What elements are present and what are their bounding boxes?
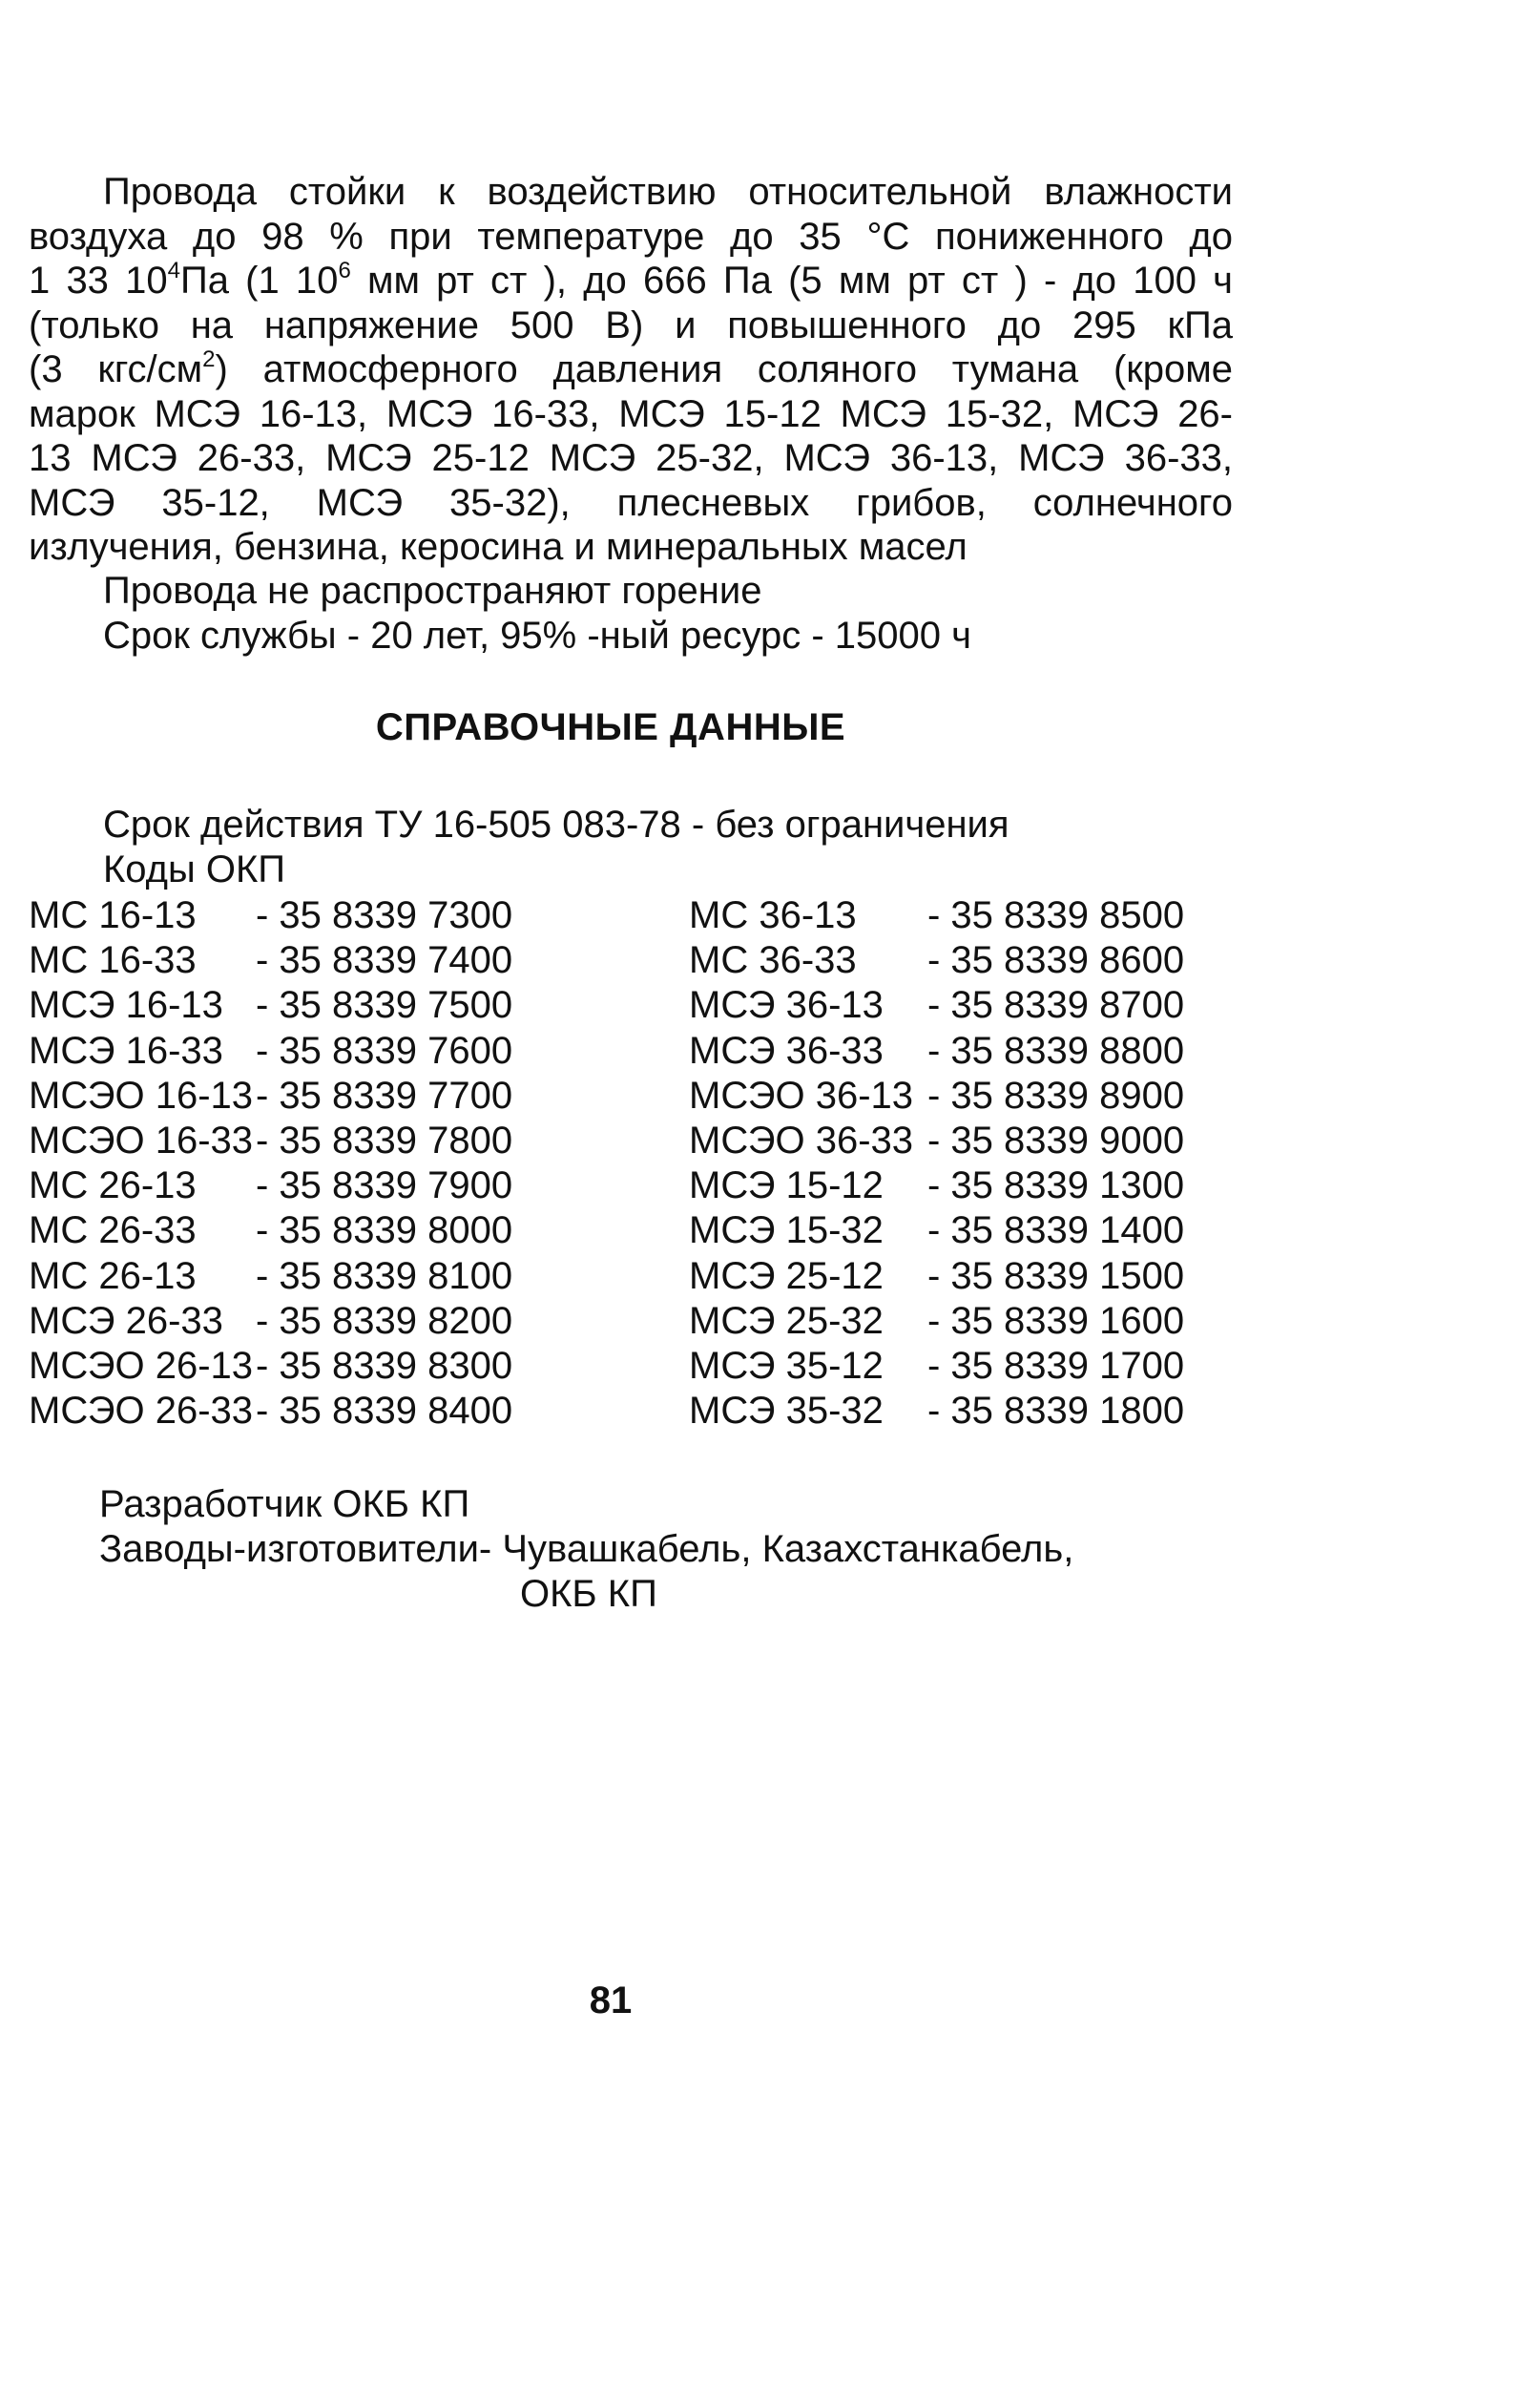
- code-row: [689, 1208, 1184, 1253]
- product-mark: МСЭО 26-33: [29, 1390, 254, 1433]
- code-row: [689, 1299, 1184, 1344]
- product-mark: МСЭ 15-12: [689, 1164, 884, 1207]
- product-mark: МСЭ 36-33: [689, 1029, 884, 1072]
- okp-code: - 35 8339 7300: [256, 894, 513, 936]
- okp-code: - 35 8339 7600: [256, 1029, 513, 1072]
- code-row: [29, 1029, 512, 1074]
- code-row: [689, 1163, 1184, 1208]
- product-mark: МС 26-33: [29, 1209, 197, 1252]
- product-mark: МСЭ 35-12: [689, 1345, 884, 1388]
- code-row: [689, 1074, 1184, 1119]
- manufacturers-text: Заводы-изготовители- Чувашкабель, Казахстанкабель,: [99, 1528, 1074, 1570]
- okp-code: - 35 8339 8600: [927, 939, 1185, 982]
- code-row: [689, 1389, 1184, 1434]
- code-row: [689, 893, 1184, 938]
- okp-code: - 35 8339 1600: [927, 1299, 1185, 1342]
- okp-code: - 35 8339 8900: [927, 1074, 1185, 1117]
- code-row: [29, 983, 512, 1028]
- okp-code: - 35 8339 9000: [927, 1120, 1185, 1163]
- no-burning-text: Провода не распространяют горение: [103, 570, 762, 612]
- page-number: 81: [589, 1980, 633, 2021]
- okp-code: - 35 8339 8200: [256, 1299, 513, 1342]
- product-mark: МСЭ 35-32: [689, 1390, 884, 1433]
- product-mark: МСЭ 26-33: [29, 1299, 223, 1342]
- code-row: [29, 1163, 512, 1208]
- product-mark: МСЭ 36-13: [689, 984, 884, 1027]
- code-row: [689, 1254, 1184, 1299]
- paragraph-line: 1 33 $10^4Па$ (1 $10^6$ мм рт ст ), до 666 Па (5 мм рт ст ) - до 100 ч: [29, 257, 1234, 302]
- code-row: [29, 1208, 512, 1253]
- paragraph-line: 13 МСЭ 26-33, МСЭ 25-12 МСЭ 25-32, МСЭ 36-13, МСЭ 36-33,: [29, 437, 1233, 479]
- product-mark: МС 36-13: [689, 894, 857, 936]
- codes-left-column: [29, 893, 512, 1434]
- code-row: [689, 1344, 1184, 1389]
- product-mark: МСЭ 16-33: [29, 1029, 223, 1072]
- reference-data-heading: СПРАВОЧНЫЕ ДАННЫЕ: [375, 706, 846, 748]
- product-mark: МСЭ 16-13: [29, 984, 223, 1027]
- product-mark: МСЭО 16-33: [29, 1120, 254, 1163]
- code-row: [689, 983, 1184, 1028]
- okp-code: - 35 8339 7700: [256, 1074, 513, 1117]
- manufacturers-continuation: ОКБ КП: [520, 1573, 657, 1615]
- paragraph-line: излучения, бензина, керосина и минеральных масел: [29, 526, 968, 568]
- product-mark: МСЭ 15-32: [689, 1209, 884, 1252]
- code-row: [29, 1344, 512, 1389]
- okp-code: - 35 8339 8800: [927, 1029, 1185, 1072]
- code-row: [689, 938, 1184, 983]
- product-mark: МС 26-13: [29, 1164, 197, 1207]
- paragraph-line: воздуха до 98 % при температуре до 35 °С пониженного до: [29, 215, 1233, 258]
- product-mark: МС 36-33: [689, 939, 857, 982]
- okp-code: - 35 8339 8100: [256, 1254, 513, 1297]
- code-row: [29, 1254, 512, 1299]
- okp-code: - 35 8339 1800: [927, 1390, 1185, 1433]
- product-mark: МСЭО 26-13: [29, 1345, 254, 1388]
- product-mark: МСЭО 36-13: [689, 1074, 914, 1117]
- okp-code: - 35 8339 1300: [927, 1164, 1185, 1207]
- okp-code: - 35 8339 7900: [256, 1164, 513, 1207]
- product-mark: МСЭ 25-12: [689, 1254, 884, 1297]
- product-mark: МС 16-13: [29, 894, 197, 936]
- okp-code: - 35 8339 7500: [256, 984, 513, 1027]
- okp-code: - 35 8339 1500: [927, 1254, 1185, 1297]
- product-mark: МС 26-13: [29, 1254, 197, 1297]
- paragraph-line: Провода стойки к воздействию относительной влажности: [103, 171, 1233, 213]
- service-life-text: Срок службы - 20 лет, 95% -ный ресурс - 15000 ч: [103, 615, 971, 657]
- paragraph-line: (3 кгс/$см^2$) атмосферного давления соляного тумана (кроме: [29, 346, 1233, 390]
- product-mark: МСЭО 16-13: [29, 1074, 254, 1117]
- paragraph-line: марок МСЭ 16-13, МСЭ 16-33, МСЭ 15-12 МСЭ 15-32, МСЭ 26-: [29, 392, 1233, 435]
- code-row: [29, 938, 512, 983]
- product-mark: МСЭ 25-32: [689, 1299, 884, 1342]
- okp-code: - 35 8339 1400: [927, 1209, 1185, 1252]
- okp-code: - 35 8339 7800: [256, 1120, 513, 1163]
- okp-code: - 35 8339 8000: [256, 1209, 513, 1252]
- developer-text: Разработчик ОКБ КП: [99, 1483, 470, 1525]
- okp-code: - 35 8339 8400: [256, 1390, 513, 1433]
- code-row: [689, 1029, 1184, 1074]
- codes-right-column: [689, 893, 1184, 1434]
- validity-text: Срок действия ТУ 16-505 083-78 - без ограничения: [103, 804, 1009, 846]
- codes-title: Коды ОКП: [103, 848, 286, 890]
- okp-code: - 35 8339 8500: [927, 894, 1185, 936]
- paragraph-line: МСЭ 35-12, МСЭ 35-32), плесневых грибов, солнечного: [29, 481, 1233, 524]
- code-row: [29, 1119, 512, 1163]
- code-row: [29, 1389, 512, 1434]
- code-row: [689, 1119, 1184, 1163]
- product-mark: МСЭО 36-33: [689, 1120, 914, 1163]
- code-row: [29, 1074, 512, 1119]
- code-row: [29, 1299, 512, 1344]
- okp-code: - 35 8339 8300: [256, 1345, 513, 1388]
- okp-code: - 35 8339 7400: [256, 939, 513, 982]
- paragraph-line: (только на напряжение 500 В) и повышенного до 295 кПа: [29, 304, 1233, 346]
- code-row: [29, 893, 512, 938]
- okp-code: - 35 8339 8700: [927, 984, 1185, 1027]
- okp-code: - 35 8339 1700: [927, 1345, 1185, 1388]
- resistance-paragraph: [29, 170, 1233, 570]
- product-mark: МС 16-33: [29, 939, 197, 982]
